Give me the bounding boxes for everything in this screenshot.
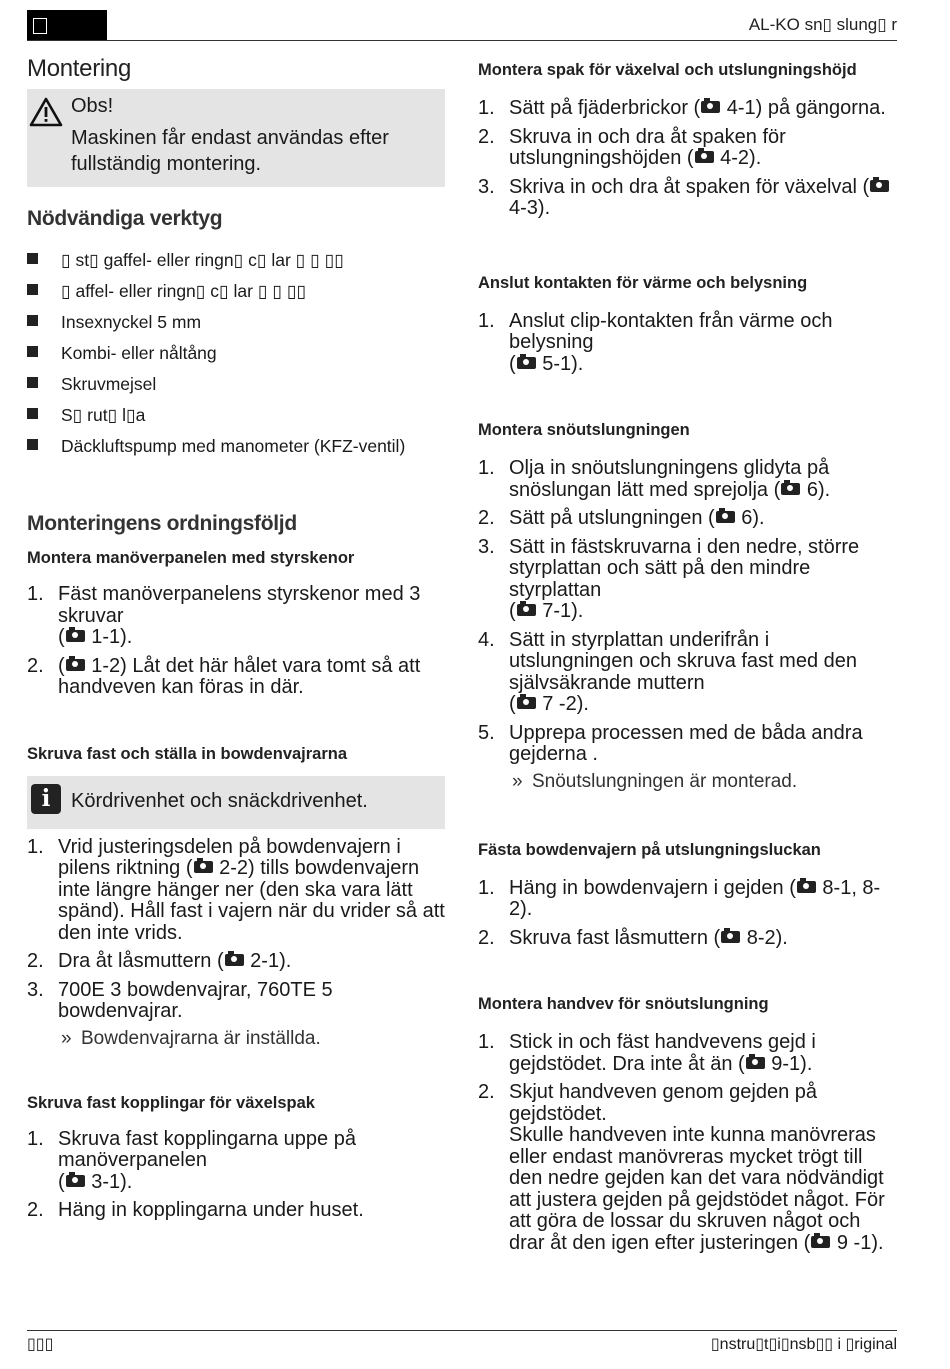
section-title: Montera snöutslungningen — [478, 421, 690, 439]
step-item: 1. Häng in bowdenvajern i gejden ( 8-1, 8-2). — [478, 876, 881, 920]
list-item: ▯ affel- eller ringn▯ c▯ lar ▯ ▯ ▯▯ — [27, 280, 445, 311]
steps-list — [478, 458, 898, 766]
camera-icon — [225, 954, 244, 966]
camera-icon — [811, 1236, 830, 1248]
step-item: 5. Upprepa processen med de båda andra gejderna . — [478, 721, 863, 765]
camera-icon — [66, 630, 85, 642]
step-item: 2. ( 1-2) Låt det här hålet vara tomt så att handveven kan föras in där. — [27, 654, 421, 698]
step-item: 1. Vrid justeringsdelen på bowdenvajern i pilens riktning ( 2-2) tills bowdenvajern inte längre hänger ner (den ska vara lätt spänd). Håll fast i vajern när du vrider så att den inte vrids. — [27, 835, 445, 944]
section-title: Skruva fast och ställa in bowdenvajrarna — [27, 744, 348, 763]
camera-icon — [870, 180, 889, 192]
steps-list — [27, 584, 445, 699]
steps-list — [478, 878, 898, 950]
section-title: Skruva fast kopplingar för växelspak — [27, 1093, 315, 1112]
steps-list — [478, 311, 898, 376]
step-item: 1. Olja in snöutslungningens glidyta på snöslungan lätt med sprejolja ( 6). — [478, 457, 831, 501]
step-item: 3. 700E 3 bowdenvajrar, 760TE 5 bowdenvajrar. — [27, 978, 333, 1022]
camera-icon — [194, 861, 213, 873]
camera-icon — [797, 881, 816, 893]
result-arrow-icon: » — [61, 1027, 72, 1049]
warning-text: Maskinen får endast användas efter fullständig montering. — [71, 127, 389, 175]
step-item: 2. Skjut handveven genom gejden på gejdstödet. Skulle handveven inte kunna manövreras eller endast manövreras mycket trögt till den nedre gejden kan det vara nödvändigt att justera gejden på gejdstödet något. För att göra de lossar du skruven något och drar åt den igen efter justeringen ( 9 -1). — [478, 1081, 885, 1254]
camera-icon — [721, 931, 740, 943]
camera-icon — [746, 1057, 765, 1069]
steps-list — [478, 98, 898, 220]
step-item: 1. Anslut clip-kontakten från värme och belysning ( 5-1). — [478, 309, 833, 375]
steps-list — [27, 1129, 445, 1222]
language-flag-icon — [33, 18, 47, 34]
step-item: 2. Dra åt låsmuttern ( 2-1). — [27, 950, 292, 972]
camera-icon — [716, 511, 735, 523]
camera-icon — [66, 1175, 85, 1187]
list-item: ▯ st▯ gaffel- eller ringn▯ c▯ lar ▯ ▯ ▯▯ — [27, 249, 445, 280]
camera-icon — [695, 151, 714, 163]
header-title: AL-KO sn▯ slung▯ r — [748, 15, 897, 34]
section-title: Anslut kontakten för värme och belysning — [478, 273, 808, 292]
warning-icon — [29, 97, 63, 127]
step-item: 3. Sätt in fästskruvarna i den nedre, större styrplattan och sätt på den mindre styrplattan ( 7-1). — [478, 535, 860, 622]
bullet-square-icon — [27, 284, 38, 295]
camera-icon — [66, 659, 85, 671]
list-item: S▯ rut▯ l▯a — [27, 404, 445, 435]
camera-icon — [517, 604, 536, 616]
bullet-square-icon — [27, 346, 38, 357]
list-item: Skruvmejsel — [27, 373, 445, 404]
step-item: 1. Fäst manöverpanelens styrskenor med 3 skruvar ( 1-1). — [27, 583, 421, 648]
step-item: 2. Häng in kopplingarna under huset. — [27, 1199, 364, 1221]
bullet-square-icon — [27, 439, 38, 450]
left-column — [27, 55, 445, 1229]
list-item: Däckluftspump med manometer (KFZ-ventil) — [27, 435, 445, 466]
page-title: Montering — [27, 55, 132, 82]
list-item: Kombi- eller nåltång — [27, 342, 445, 373]
info-icon: i — [31, 784, 61, 814]
step-item: 2. Skruva in och dra åt spaken för utslungningshöjden ( 4-2). — [478, 125, 786, 169]
section-title: Montera manöverpanelen med styrskenor — [27, 549, 355, 567]
step-item: 3. Skriva in och dra åt spaken för växelval ( 4-3). — [478, 177, 898, 220]
section-title: Fästa bowdenvajern på utslungningsluckan — [478, 840, 821, 859]
bullet-square-icon — [27, 408, 38, 419]
footer-doc-title: ▯nstru▯t▯i▯nsb▯▯ i ▯riginal — [710, 1336, 897, 1353]
section-title: Montera spak för växelval och utslungningshöjd — [478, 61, 857, 79]
steps-list — [27, 837, 445, 1023]
tools-list — [27, 249, 445, 466]
step-item: 1. Skruva fast kopplingarna uppe på manöverpanelen ( 3-1). — [27, 1127, 356, 1193]
step-item: 1. Stick in och fäst handvevens gejd i gejdstödet. Dra inte åt än ( 9-1). — [478, 1031, 816, 1075]
camera-icon — [781, 483, 800, 495]
section-title: Montera handvev för snöutslungning — [478, 995, 769, 1013]
footer-rule — [27, 1330, 897, 1331]
step-item: 2. Sätt på utslungningen ( 6). — [478, 507, 765, 529]
page-number: ▯▯▯ — [27, 1336, 54, 1353]
bullet-square-icon — [27, 377, 38, 388]
header-rule — [27, 40, 897, 41]
header-black-block — [27, 10, 107, 41]
result-line: » Snöutslungningen är monterad. — [512, 770, 798, 792]
step-item: 4. Sätt in styrplattan underifrån i utslungningen och skruva fast med den självsäkrande muttern ( 7 -2). — [478, 628, 857, 715]
bullet-square-icon — [27, 253, 38, 264]
warning-title: Obs! — [71, 95, 114, 117]
camera-icon — [701, 101, 720, 113]
result-line: » Bowdenvajrarna är inställda. — [61, 1027, 321, 1049]
tools-heading: Nödvändiga verktyg — [27, 207, 223, 230]
warning-notice — [27, 89, 445, 187]
right-column — [478, 55, 898, 1261]
camera-icon — [517, 697, 536, 709]
step-item: 1. Sätt på fjäderbrickor ( 4-1) på gängorna. — [478, 97, 886, 119]
result-arrow-icon: » — [512, 770, 523, 792]
bullet-square-icon — [27, 315, 38, 326]
list-item: Insexnyckel 5 mm — [27, 311, 445, 342]
step-item: 2. Skruva fast låsmuttern ( 8-2). — [478, 926, 788, 949]
info-notice — [27, 776, 445, 829]
steps-list — [478, 1032, 898, 1254]
info-text: Kördrivenhet och snäckdrivenhet. — [71, 789, 368, 812]
order-heading: Monteringens ordningsföljd — [27, 512, 297, 535]
camera-icon — [517, 357, 536, 369]
